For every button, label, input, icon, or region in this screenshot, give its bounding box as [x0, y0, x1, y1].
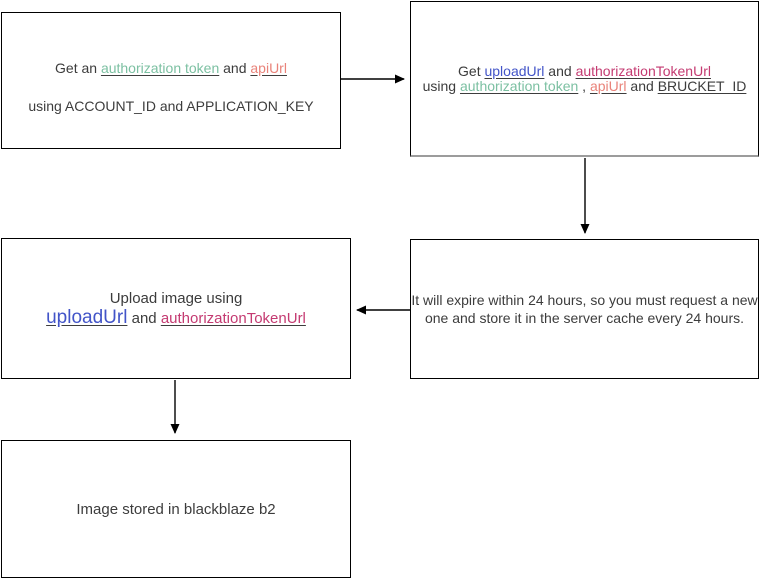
authorization-token-link[interactable]: authorization token	[459, 77, 579, 94]
node-expiry-note-line1: It will expire within 24 hours, so you must request a new	[411, 292, 758, 308]
text-segment: and	[626, 77, 658, 94]
text-segment: using	[422, 77, 460, 94]
uploadurl-link[interactable]: uploadUrl	[46, 307, 128, 328]
authorizationtokenurl-link[interactable]: authorizationTokenUrl	[575, 62, 711, 79]
text-segment: Get an	[55, 60, 101, 76]
node-get-upload-url	[410, 1, 759, 157]
authorization-token-link[interactable]: authorization token	[100, 60, 220, 76]
node-get-auth-token-line1	[55, 61, 287, 76]
node-get-upload-url-line2	[423, 79, 747, 94]
node-image-stored-line1: Image stored in blackblaze b2	[76, 500, 276, 518]
text-segment: ,	[578, 77, 590, 94]
apiurl-link[interactable]: apiUrl	[589, 77, 627, 94]
node-get-auth-token	[1, 12, 341, 149]
node-upload-image	[1, 238, 351, 379]
node-expiry-note	[410, 239, 759, 379]
node-get-upload-url-line1	[458, 64, 711, 79]
apiurl-link[interactable]: apiUrl	[250, 60, 287, 76]
node-upload-image-line2	[46, 308, 306, 328]
brucket-id-link[interactable]: BRUCKET_ID	[657, 77, 747, 94]
text-segment: Get	[458, 62, 485, 79]
node-upload-image-line1: Upload image using	[109, 290, 243, 307]
authorizationtokenurl-link[interactable]: authorizationTokenUrl	[160, 310, 306, 327]
node-get-auth-token-line2: using ACCOUNT_ID and APPLICATION_KEY	[28, 98, 314, 114]
node-expiry-note-line2: one and store it in the server cache every 24 hours.	[424, 310, 745, 326]
uploadurl-link[interactable]: uploadUrl	[484, 62, 545, 79]
text-segment: and	[219, 60, 251, 76]
text-segment: and	[544, 62, 576, 79]
text-segment: and	[127, 310, 161, 327]
node-image-stored	[1, 440, 351, 578]
